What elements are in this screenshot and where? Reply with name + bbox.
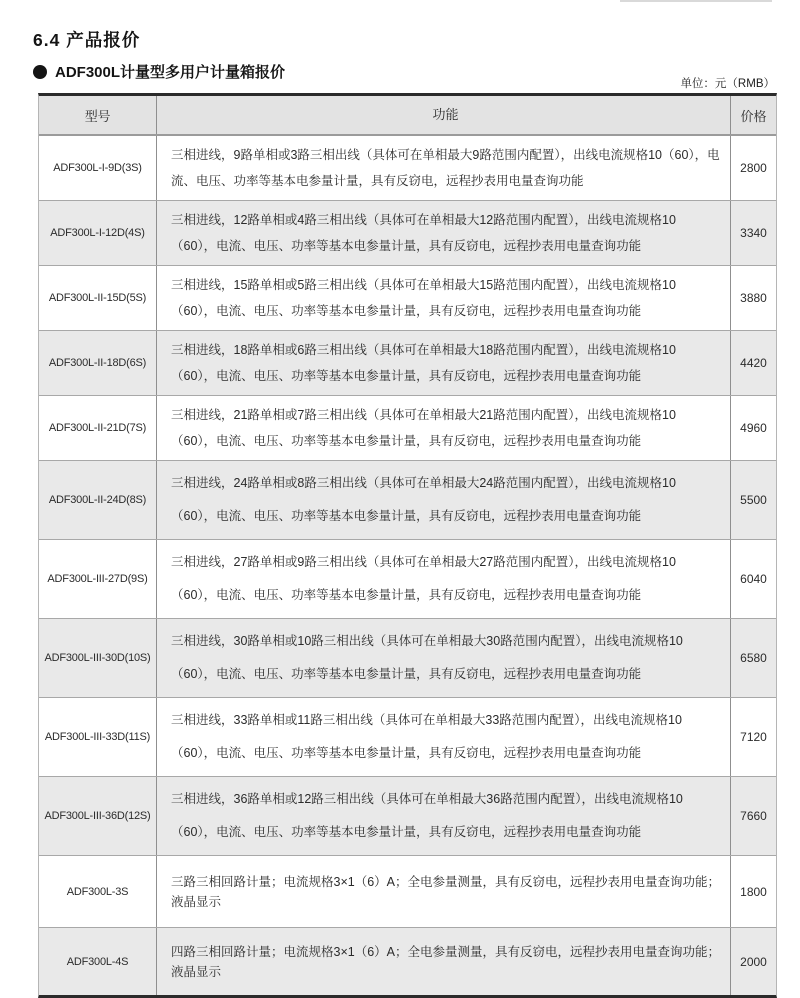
price-cell: 5500 [740, 493, 767, 507]
price-cell: 4420 [740, 356, 767, 370]
features-cell: 三相进线，15路单相或5路三相出线（具体可在单相最大15路范围内配置），出线电流规格10（60），电流、电压、功率等基本电参量计量，具有反窃电，远程抄表用电量查询功能 [157, 266, 731, 330]
features-cell: 四路三相回路计量；电流规格3×1（6）A；全电参量测量，具有反窃电，远程抄表用电量查询功能；液晶显示 [157, 928, 731, 995]
table-row [39, 539, 776, 618]
features-cell: 三路三相回路计量；电流规格3×1（6）A；全电参量测量，具有反窃电，远程抄表用电量查询功能；液晶显示 [157, 856, 731, 927]
price-cell: 3880 [740, 291, 767, 305]
price-cell: 7660 [740, 809, 767, 823]
features-cell: 三相进线，30路单相或10路三相出线（具体可在单相最大30路范围内配置），出线电流规格10（60），电流、电压、功率等基本电参量计量，具有反窃电，远程抄表用电量查询功能 [157, 619, 731, 697]
table-row [39, 265, 776, 330]
model-cell: ADF300L-I-12D(4S) [39, 201, 157, 265]
section-title: 6.4 产品报价 [33, 30, 141, 50]
table-row [39, 136, 776, 200]
table-row [39, 200, 776, 265]
price-cell: 2000 [740, 954, 767, 969]
table-body [39, 136, 776, 995]
features-cell: 三相进线，27路单相或9路三相出线（具体可在单相最大27路范围内配置），出线电流规格10（60），电流、电压、功率等基本电参量计量，具有反窃电，远程抄表用电量查询功能 [157, 540, 731, 618]
unit-label: 单位：元（RMB） [680, 78, 775, 90]
model-cell: ADF300L-III-36D(12S) [39, 777, 157, 855]
features-cell: 三相进线，21路单相或7路三相出线（具体可在单相最大21路范围内配置），出线电流规格10（60），电流、电压、功率等基本电参量计量，具有反窃电，远程抄表用电量查询功能 [157, 396, 731, 460]
model-cell: ADF300L-II-18D(6S) [39, 331, 157, 395]
price-cell: 1800 [740, 884, 767, 899]
price-cell: 2800 [740, 161, 767, 175]
model-cell: ADF300L-III-30D(10S) [39, 619, 157, 697]
column-header-price: 价格 [740, 108, 767, 124]
features-cell: 三相进线，36路单相或12路三相出线（具体可在单相最大36路范围内配置），出线电流规格10（60），电流、电压、功率等基本电参量计量，具有反窃电，远程抄表用电量查询功能 [157, 777, 731, 855]
table-row [39, 927, 776, 995]
product-subtitle [33, 61, 285, 82]
features-cell: 三相进线，9路单相或3路三相出线（具体可在单相最大9路范围内配置），出线电流规格10（60），电流、电压、功率等基本电参量计量，具有反窃电，远程抄表用电量查询功能 [157, 136, 731, 200]
price-cell: 3340 [740, 226, 767, 240]
table-row [39, 330, 776, 395]
price-cell: 6580 [740, 651, 767, 665]
price-cell: 4960 [740, 421, 767, 435]
model-cell: ADF300L-II-21D(7S) [39, 396, 157, 460]
price-table [38, 93, 777, 998]
bullet-icon [33, 65, 47, 79]
table-row [39, 855, 776, 927]
table-header-row [39, 96, 776, 136]
model-cell: ADF300L-II-24D(8S) [39, 461, 157, 539]
table-row [39, 618, 776, 697]
column-header-model: 型号 [39, 96, 157, 134]
page-edge-line [620, 0, 772, 2]
features-cell: 三相进线，18路单相或6路三相出线（具体可在单相最大18路范围内配置），出线电流规格10（60），电流、电压、功率等基本电参量计量，具有反窃电，远程抄表用电量查询功能 [157, 331, 731, 395]
model-cell: ADF300L-4S [39, 928, 157, 995]
features-cell: 三相进线，24路单相或8路三相出线（具体可在单相最大24路范围内配置），出线电流规格10（60），电流、电压、功率等基本电参量计量，具有反窃电，远程抄表用电量查询功能 [157, 461, 731, 539]
column-header-features: 功能 [157, 96, 731, 134]
model-cell: ADF300L-III-33D(11S) [39, 698, 157, 776]
features-cell: 三相进线，33路单相或11路三相出线（具体可在单相最大33路范围内配置），出线电流规格10（60），电流、电压、功率等基本电参量计量，具有反窃电，远程抄表用电量查询功能 [157, 698, 731, 776]
table-row [39, 697, 776, 776]
price-cell: 7120 [740, 730, 767, 744]
model-cell: ADF300L-II-15D(5S) [39, 266, 157, 330]
table-row [39, 460, 776, 539]
model-cell: ADF300L-III-27D(9S) [39, 540, 157, 618]
model-cell: ADF300L-I-9D(3S) [39, 136, 157, 200]
features-cell: 三相进线，12路单相或4路三相出线（具体可在单相最大12路范围内配置），出线电流规格10（60），电流、电压、功率等基本电参量计量，具有反窃电，远程抄表用电量查询功能 [157, 201, 731, 265]
product-subtitle-label: ADF300L计量型多用户计量箱报价 [55, 64, 286, 81]
table-row [39, 776, 776, 855]
price-cell: 6040 [740, 572, 767, 586]
model-cell: ADF300L-3S [39, 856, 157, 927]
table-row [39, 395, 776, 460]
